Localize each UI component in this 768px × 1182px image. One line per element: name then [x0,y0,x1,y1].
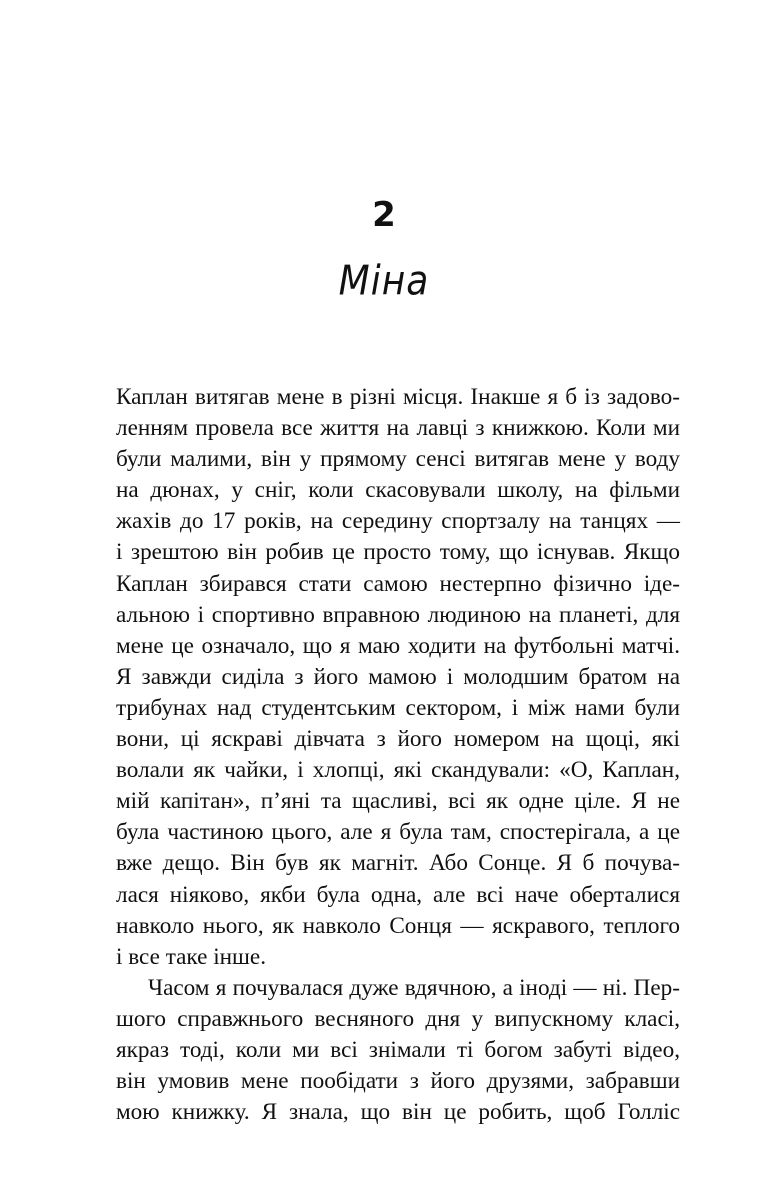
paragraph-1 [116,382,680,973]
text-line: вони, ці яскраві дівчата з його номером на щоці, які [116,726,680,753]
text-line: ленням провела все життя на лавці з книжкою. Коли ми [116,415,680,442]
text-line: була частиною цього, але я була там, спостерігала, а це [116,819,680,846]
text-line: мене це означало, що я маю ходити на футбольні матчі. [116,632,680,659]
text-line: якраз тоді, коли ми всі знімали ті богом забуті відео, [116,1036,680,1063]
text-line: мій капітан», п’яні та щасливі, всі як одне ціле. Я не [116,788,680,815]
text-line: і все таке інше. [116,943,266,970]
text-line: навколо нього, як навколо Сонця — яскравого, теплого [116,912,680,939]
text-line: лася ніяково, якби була одна, але всі наче оберталися [116,881,680,908]
chapter-title: Міна [338,257,430,305]
body-text [116,382,680,1128]
text-line: і зрештою він робив це просто тому, що існував. Якщо [116,539,680,566]
text-line: мою книжку. Я знала, що він це робить, щоб Голліс [116,1099,680,1126]
text-line: Я завжди сиділа з його мамою і молодшим братом на [116,663,680,690]
text-line: жахів до 17 років, на середину спортзалу на танцях — [116,508,680,535]
text-line: були малими, він у прямому сенсі витягав мене у воду [116,446,680,473]
text-line: волали як чайки, і хлопці, які скандували: «О, Каплан, [116,757,680,784]
text-line: на дюнах, у сніг, коли скасовували школу, на фільми [116,477,680,504]
text-line: він умовив мене пообідати з його друзями, забравши [116,1068,680,1095]
text-line: Каплан збирався стати самою нестерпно фізично іде- [116,570,680,597]
paragraph-2 [116,973,680,1128]
text-line: шого справжнього весняного дня у випускному класі, [116,1005,680,1032]
chapter-number: 2 [372,195,396,235]
text-line: вже дещо. Він був як магніт. Або Сонце. Я б почува- [116,850,680,877]
text-line: Часом я почувалася дуже вдячною, а іноді — ні. Пер- [148,974,680,1001]
text-line: Каплан витягав мене в різні місця. Інакше я б із задово- [116,384,680,410]
text-line: альною і спортивно вправною людиною на планеті, для [116,601,680,628]
text-line: трибунах над студентським сектором, і між нами були [116,694,680,721]
